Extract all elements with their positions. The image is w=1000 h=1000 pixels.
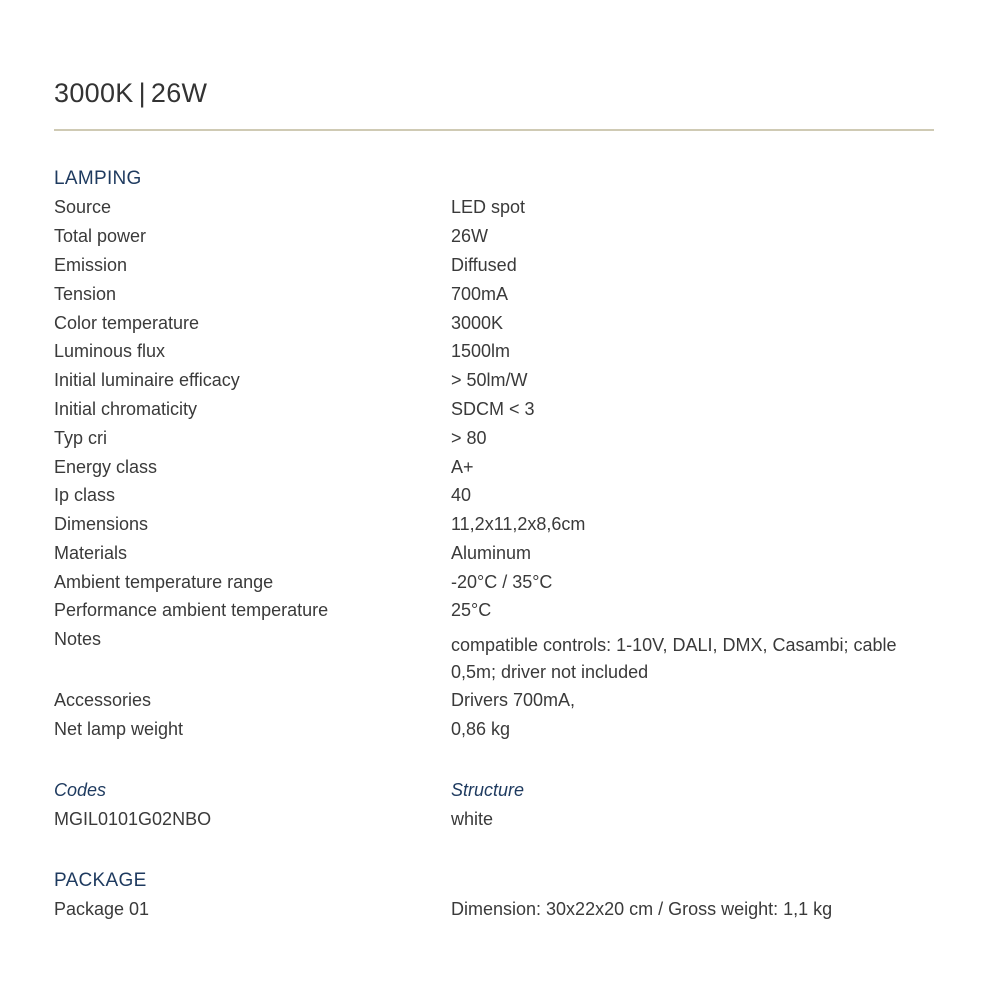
package-heading: PACKAGE [54, 870, 147, 891]
spec-value: -20°C / 35°C [451, 572, 553, 592]
spec-value: > 50lm/W [451, 370, 528, 390]
title-divider [54, 129, 934, 131]
spec-row-net-weight [0, 719, 1000, 743]
spec-label: Color temperature [54, 313, 200, 333]
lamping-heading: LAMPING [54, 168, 142, 189]
spec-label: Performance ambient temperature [54, 600, 329, 620]
spec-label: Ambient temperature range [54, 572, 274, 592]
spec-value: Drivers 700mA, [451, 690, 576, 710]
package-value: Dimension: 30x22x20 cm / Gross weight: 1,1 kg [451, 899, 833, 919]
package-label: Package 01 [54, 899, 150, 919]
spec-label: Accessories [54, 690, 152, 710]
title-color-temp: 3000K [54, 78, 134, 108]
spec-row-color-temperature [0, 313, 1000, 337]
spec-label: Energy class [54, 457, 158, 477]
spec-value: A+ [451, 457, 474, 477]
spec-row-typ-cri [0, 428, 1000, 452]
spec-label: Luminous flux [54, 341, 166, 361]
spec-label: Initial chromaticity [54, 399, 198, 419]
spec-row-emission [0, 255, 1000, 279]
spec-value: 26W [451, 226, 489, 246]
spec-label: Total power [54, 226, 147, 246]
spec-row-materials [0, 543, 1000, 567]
spec-label: Tension [54, 284, 117, 304]
spec-label: Net lamp weight [54, 719, 184, 739]
spec-row-notes [0, 629, 1000, 682]
spec-value: Aluminum [451, 543, 532, 563]
codes-heading: Codes [54, 780, 107, 800]
spec-value: 11,2x11,2x8,6cm [451, 514, 586, 534]
spec-row-luminous-flux [0, 341, 1000, 365]
spec-value: Diffused [451, 255, 517, 275]
spec-row-performance-temperature [0, 600, 1000, 624]
spec-value: 3000K [451, 313, 504, 333]
spec-label: Typ cri [54, 428, 108, 448]
spec-row-chromaticity [0, 399, 1000, 423]
title-separator: | [138, 78, 146, 108]
spec-row-luminaire-efficacy [0, 370, 1000, 394]
spec-row-total-power [0, 226, 1000, 250]
spec-label: Initial luminaire efficacy [54, 370, 240, 390]
spec-value: 1500lm [451, 341, 511, 361]
spec-row-energy-class [0, 457, 1000, 481]
spec-value: 0,86 kg [451, 719, 511, 739]
structure-heading: Structure [451, 780, 525, 800]
spec-row-ip-class [0, 485, 1000, 509]
spec-value: 25°C [451, 600, 492, 620]
spec-row-accessories [0, 690, 1000, 714]
structure-value: white [451, 809, 494, 829]
spec-label: Materials [54, 543, 128, 563]
title-power: 26W [150, 78, 208, 108]
spec-row-tension [0, 284, 1000, 308]
spec-value: 40 [451, 485, 472, 505]
spec-value: 700mA [451, 284, 509, 304]
spec-value: compatible controls: 1-10V, DALI, DMX, Casambi; cable 0,5m; driver not included [451, 635, 897, 682]
spec-value: > 80 [451, 428, 487, 448]
spec-label: Source [54, 197, 112, 217]
page-title [54, 78, 207, 109]
spec-row-ambient-temperature [0, 572, 1000, 596]
spec-value: SDCM < 3 [451, 399, 535, 419]
spec-row-dimensions [0, 514, 1000, 538]
spec-label: Ip class [54, 485, 116, 505]
spec-label: Dimensions [54, 514, 149, 534]
codes-value: MGIL0101G02NBO [54, 809, 212, 829]
spec-value: LED spot [451, 197, 526, 217]
spec-label: Emission [54, 255, 128, 275]
spec-row-source [0, 197, 1000, 221]
spec-label: Notes [54, 629, 102, 649]
